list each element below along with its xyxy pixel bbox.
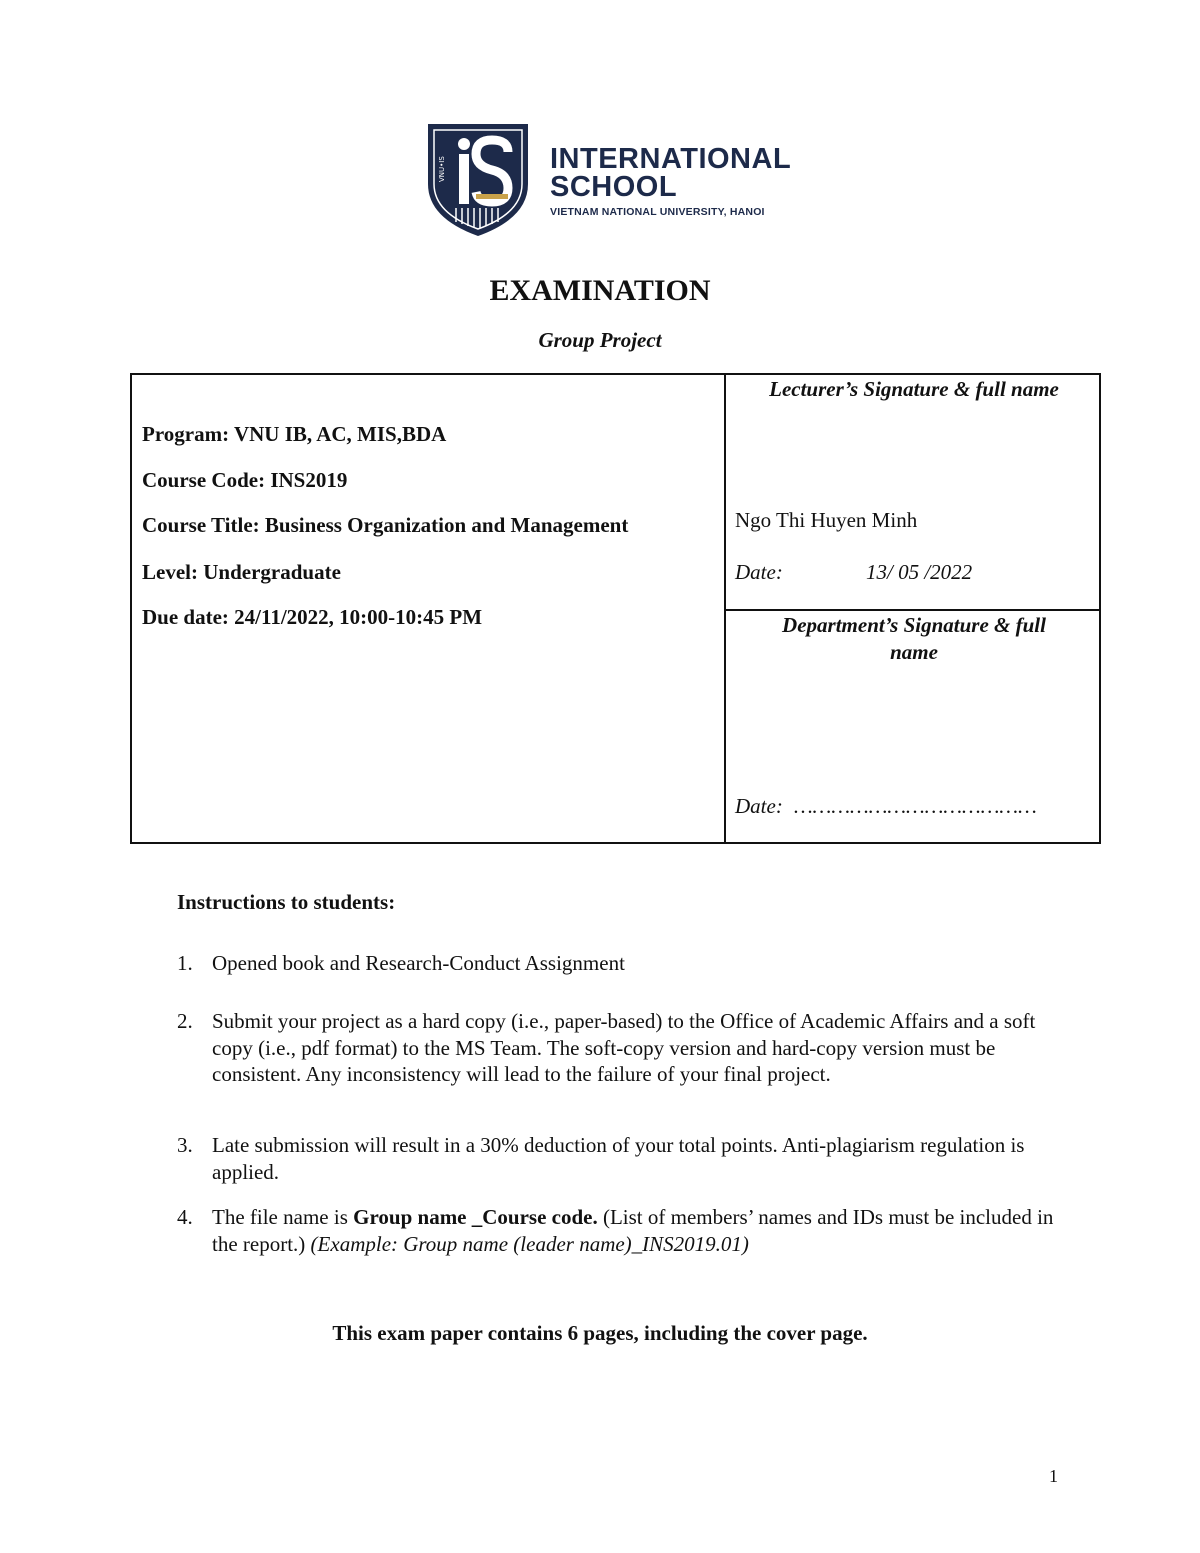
lecturer-signature-heading: Lecturer’s Signature & full name bbox=[769, 377, 1059, 401]
department-date-value: ………………………………… bbox=[794, 794, 1037, 818]
list-number: 1. bbox=[177, 951, 193, 975]
level-text: Level: Undergraduate bbox=[142, 560, 341, 584]
page-title: EXAMINATION bbox=[489, 274, 711, 307]
school-logo bbox=[426, 122, 792, 238]
file-name-format: Group name _Course code. bbox=[353, 1205, 598, 1229]
page-number: 1 bbox=[1049, 1466, 1058, 1486]
list-number: 3. bbox=[177, 1133, 193, 1157]
list-text bbox=[212, 1204, 1072, 1257]
lecturer-date-label: Date: bbox=[735, 560, 783, 584]
department-signature-heading-line2: name bbox=[890, 640, 938, 664]
instructions-heading: Instructions to students: bbox=[177, 890, 396, 914]
lecturer-name: Ngo Thi Huyen Minh bbox=[735, 508, 918, 532]
shield-emblem-icon bbox=[426, 122, 530, 238]
program-text: Program: VNU IB, AC, MIS,BDA bbox=[142, 422, 447, 446]
svg-text:VNU•IS: VNU•IS bbox=[438, 156, 446, 182]
file-name-text: The file name is bbox=[212, 1205, 354, 1229]
exam-info-table bbox=[130, 373, 1101, 844]
list-text: Opened book and Research-Conduct Assignment bbox=[212, 951, 625, 975]
list-number: 2. bbox=[177, 1009, 193, 1033]
course-title-text: Course Title: Business Organization and Management bbox=[142, 513, 629, 537]
lecturer-date-value: 13/ 05 /2022 bbox=[866, 560, 973, 584]
list-text: Late submission will result in a 30% deduction of your total points. Anti-plagiarism regulation is applied. bbox=[212, 1133, 1025, 1184]
logo-line-school: SCHOOL bbox=[550, 171, 678, 203]
file-name-example: (Example: Group name (leader name)_INS2019.01) bbox=[310, 1231, 749, 1256]
department-date-label: Date: bbox=[735, 794, 783, 818]
page-count-note: This exam paper contains 6 pages, including the cover page. bbox=[332, 1321, 868, 1345]
course-code-text: Course Code: INS2019 bbox=[142, 468, 348, 492]
due-date-text: Due date: 24/11/2022, 10:00-10:45 PM bbox=[142, 605, 483, 629]
department-signature-heading: Department’s Signature & full bbox=[782, 613, 1046, 637]
members-note: (List of members’ names and IDs must be included in the report.) bbox=[212, 1205, 1054, 1256]
table-horizontal-divider bbox=[726, 609, 1101, 611]
list-text: Submit your project as a hard copy (i.e., paper-based) to the Office of Academic Affairs and a soft copy (i.e., pdf format) to the MS Team. The soft-copy version and hard-copy version must be consistent. Any inconsistency will lead to the failure of your final project. bbox=[212, 1009, 1036, 1086]
page-subtitle: Group Project bbox=[538, 328, 662, 352]
list-number: 4. bbox=[177, 1205, 193, 1229]
logo-line-university: VIETNAM NATIONAL UNIVERSITY, HANOI bbox=[550, 206, 765, 218]
logo-line-international: INTERNATIONAL bbox=[550, 143, 792, 175]
